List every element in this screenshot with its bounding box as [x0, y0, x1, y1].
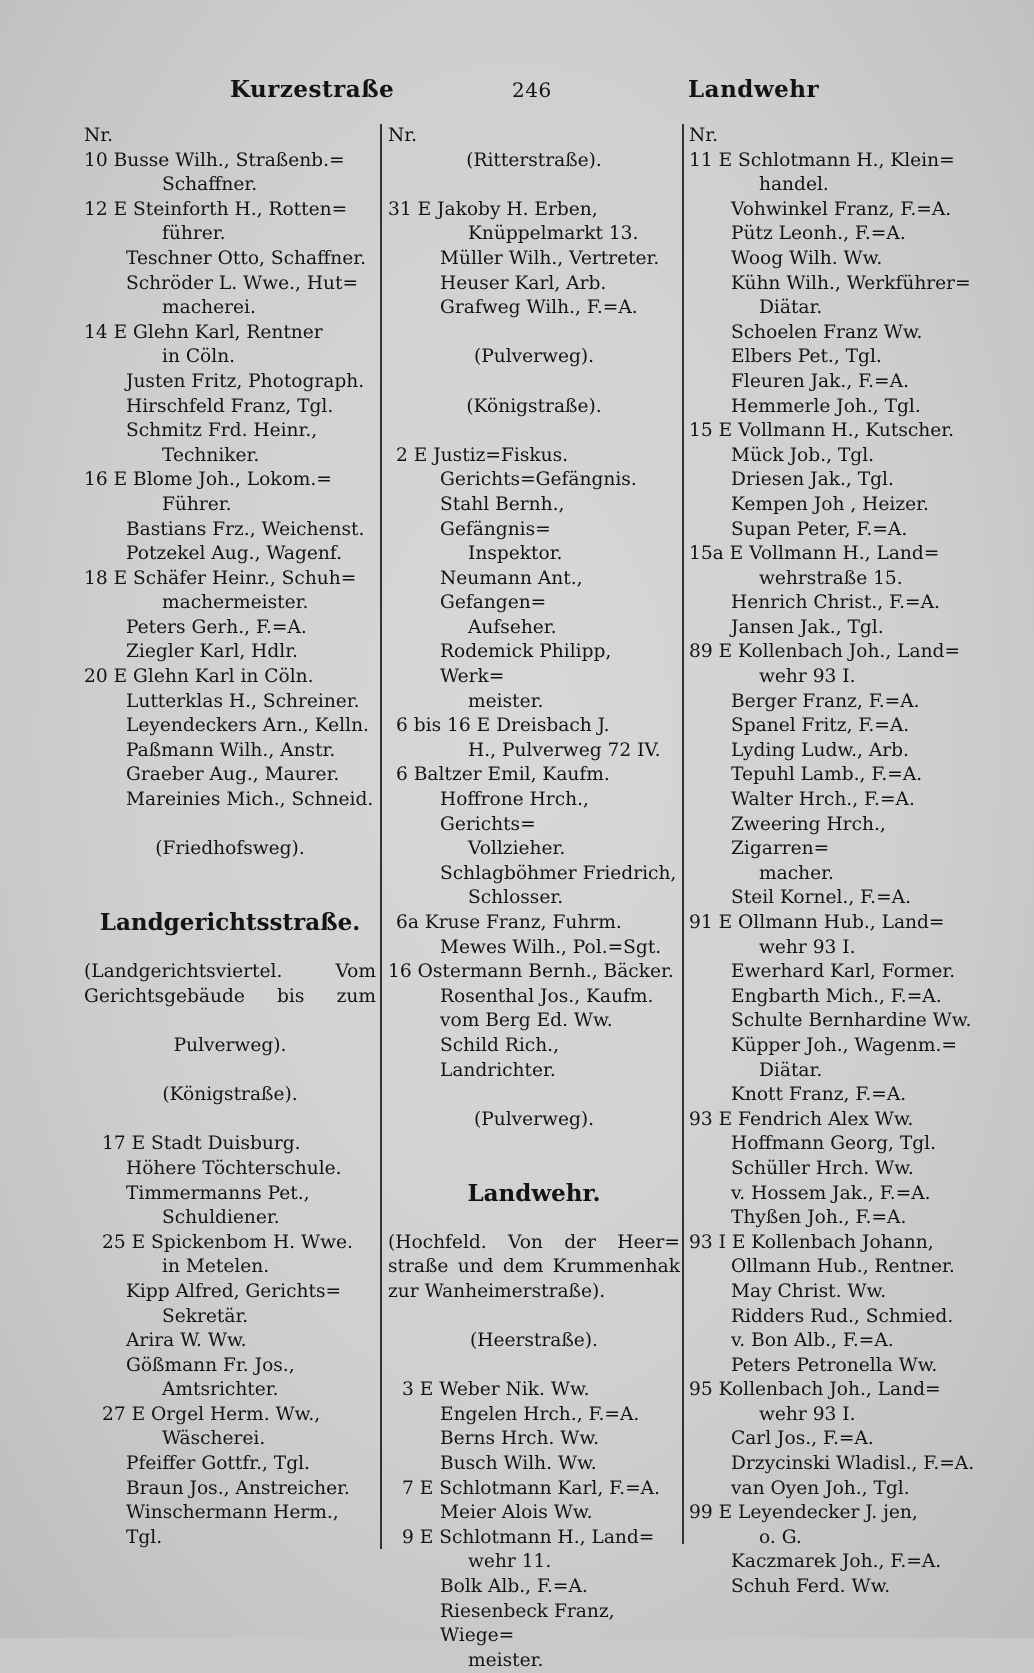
list-item: 31 E Jakoby H. Erben,: [388, 198, 598, 220]
list-item-continuation: meister.: [468, 1649, 544, 1671]
list-item: Paßmann Wilh., Anstr.: [126, 739, 336, 761]
list-item: Busch Wilh. Ww.: [440, 1453, 597, 1475]
nr-label: Nr.: [388, 125, 418, 146]
list-item: Pfeiffer Gottfr., Tgl.: [126, 1453, 310, 1475]
list-item-continuation: Diätar.: [759, 1059, 823, 1081]
list-item: 15 E Vollmann H., Kutscher.: [689, 420, 955, 442]
list-item-continuation: Inspektor.: [468, 543, 563, 565]
list-item: 16 E Blome Joh., Lokom.=: [84, 469, 332, 491]
street-heading: Landwehr.: [467, 1179, 601, 1207]
list-item-continuation: Aufseher.: [468, 616, 557, 638]
cross-street: (Heerstraße).: [470, 1330, 598, 1352]
list-item: Riesenbeck Franz, Wiege=: [440, 1600, 615, 1647]
list-item: Drzycinski Wladisl., F.=A.: [731, 1453, 975, 1475]
list-item: van Oyen Joh., Tgl.: [731, 1477, 910, 1499]
list-item-continuation: in Cöln.: [162, 346, 236, 368]
list-item: Schmitz Frd. Heinr.,: [126, 420, 318, 442]
list-item: Potzekel Aug., Wagenf.: [126, 543, 342, 565]
list-item: Hoffmann Georg, Tgl.: [731, 1133, 937, 1155]
list-item: Pütz Leonh., F.=A.: [731, 223, 906, 245]
list-item: Braun Jos., Anstreicher.: [126, 1477, 350, 1499]
street-heading: Landgerichtsstraße.: [99, 909, 361, 936]
list-item: Schoelen Franz Ww.: [731, 321, 923, 343]
list-item: Schüller Hrch. Ww.: [731, 1157, 914, 1179]
list-item: 9 E Schlotmann H., Land=: [402, 1526, 655, 1548]
cross-street: (Pulverweg).: [473, 346, 595, 368]
list-item: Mareinies Mich., Schneid.: [126, 789, 374, 811]
list-item-continuation: führer.: [162, 223, 226, 245]
list-item: Küpper Joh., Wagenm.=: [731, 1034, 958, 1056]
list-item: Rodemick Philipp, Werk=: [440, 641, 612, 688]
list-item: Höhere Töchterschule.: [126, 1157, 342, 1179]
list-item: Neumann Ant., Gefangen=: [440, 567, 583, 614]
list-item: 11 E Schlotmann H., Klein=: [689, 149, 955, 171]
list-item: Justen Fritz, Photograph.: [126, 370, 365, 392]
list-item: Rosenthal Jos., Kaufm.: [440, 985, 654, 1007]
list-item: 93 E Fendrich Alex Ww.: [689, 1108, 914, 1130]
list-item-continuation: Schuldiener.: [162, 1207, 280, 1229]
list-item-continuation: machermeister.: [162, 592, 309, 614]
list-item: Steil Kornel., F.=A.: [731, 887, 911, 909]
list-item: v. Hossem Jak., F.=A.: [731, 1182, 931, 1204]
list-item: Thyßen Joh., F.=A.: [731, 1207, 907, 1229]
list-item: Mück Job., Tgl.: [731, 444, 875, 466]
list-item: Grafweg Wilh., F.=A.: [440, 297, 638, 319]
list-item: Hirschfeld Franz, Tgl.: [126, 395, 334, 417]
list-item: Engelen Hrch., F.=A.: [440, 1403, 640, 1425]
list-item: Woog Wilh. Ww.: [731, 247, 883, 269]
list-item: 27 E Orgel Herm. Ww.,: [102, 1403, 321, 1425]
list-item: Arira W. Ww.: [126, 1330, 247, 1352]
list-item-continuation: o. G.: [759, 1526, 802, 1548]
list-item: 17 E Stadt Duisburg.: [102, 1133, 301, 1155]
list-item: 20 E Glehn Karl in Cöln.: [84, 666, 314, 688]
list-item: Müller Wilh., Vertreter.: [440, 247, 660, 269]
column-divider-1: [380, 124, 382, 1549]
list-item-continuation: macherei.: [162, 297, 256, 319]
street-description: Gerichtsgebäude bis zum: [84, 985, 376, 1007]
list-item: Tepuhl Lamb., F.=A.: [731, 764, 923, 786]
list-item: vom Berg Ed. Ww.: [440, 1010, 613, 1032]
list-item: Carl Jos., F.=A.: [731, 1428, 874, 1450]
list-item-continuation: Sekretär.: [162, 1305, 249, 1327]
header-left-street: Kurzestraße: [230, 76, 395, 103]
list-item: Bastians Frz., Weichenst.: [126, 518, 365, 540]
list-item: Walter Hrch., F.=A.: [731, 789, 915, 811]
list-item: Lutterklas H., Schreiner.: [126, 690, 360, 712]
list-item-continuation: handel.: [759, 174, 829, 196]
list-item-continuation: Schaffner.: [162, 174, 258, 196]
list-item: 93 I E Kollenbach Johann,: [689, 1231, 934, 1253]
list-item-continuation: wehr 93 I.: [759, 666, 856, 688]
list-item: Kempen Joh , Heizer.: [731, 493, 929, 515]
list-item-continuation: in Metelen.: [162, 1256, 270, 1278]
list-item: Fleuren Jak., F.=A.: [731, 370, 909, 392]
list-item: 25 E Spickenbom H. Wwe.: [102, 1231, 353, 1253]
list-item: Bolk Alb., F.=A.: [440, 1576, 588, 1598]
list-item: Spanel Fritz, F.=A.: [731, 715, 910, 737]
nr-label: Nr.: [689, 125, 719, 146]
street-description: (Landgerichtsviertel. Vom: [84, 961, 376, 983]
list-item: Ziegler Karl, Hdlr.: [126, 641, 298, 663]
list-item: 3 E Weber Nik. Ww.: [402, 1379, 590, 1401]
list-item: Jansen Jak., Tgl.: [731, 616, 884, 638]
list-item: Stahl Bernh., Gefängnis=: [440, 493, 565, 540]
list-item-continuation: Diätar.: [759, 297, 823, 319]
list-item: 6a Kruse Franz, Fuhrm.: [396, 912, 622, 933]
list-item: 7 E Schlotmann Karl, F.=A.: [402, 1477, 661, 1499]
list-item: Ewerhard Karl, Former.: [731, 961, 956, 983]
list-item: Kipp Alfred, Gerichts=: [126, 1280, 342, 1302]
header-right-street: Landwehr: [688, 76, 820, 103]
list-item: Leyendeckers Arn., Kelln.: [126, 715, 369, 737]
list-item: Engbarth Mich., F.=A.: [731, 985, 942, 1007]
list-item-continuation: wehr 93 I.: [759, 1403, 856, 1425]
list-item-continuation: meister.: [468, 690, 544, 712]
list-item: 18 E Schäfer Heinr., Schuh=: [84, 567, 357, 589]
list-item: Driesen Jak., Tgl.: [731, 469, 894, 491]
list-item: Meier Alois Ww.: [440, 1502, 593, 1524]
list-item: 10 Busse Wilh., Straßenb.=: [84, 149, 345, 171]
nr-label: Nr.: [84, 125, 114, 146]
list-item: 6 Baltzer Emil, Kaufm.: [396, 764, 610, 786]
list-item: Kaczmarek Joh., F.=A.: [731, 1551, 942, 1573]
list-item: Knott Franz, F.=A.: [731, 1084, 907, 1106]
list-item-continuation: H., Pulverweg 72 IV.: [468, 739, 661, 761]
list-item: 2 E Justiz=Fiskus.: [396, 444, 569, 466]
list-item: Graeber Aug., Maurer.: [126, 764, 340, 786]
cross-street: (Friedhofsweg).: [155, 838, 305, 860]
list-item: Lyding Ludw., Arb.: [731, 739, 909, 761]
list-item: Kühn Wilh., Werkführer=: [731, 272, 971, 294]
list-item-continuation: Amtsrichter.: [162, 1379, 279, 1401]
list-item: Timmermanns Pet.,: [126, 1182, 310, 1204]
list-item-continuation: Führer.: [162, 493, 232, 515]
list-item: Schröder L. Wwe., Hut=: [126, 272, 359, 294]
list-item: Hemmerle Joh., Tgl.: [731, 395, 921, 417]
list-item: Ridders Rud., Schmied.: [731, 1305, 954, 1327]
list-item: 6 bis 16 E Dreisbach J.: [396, 715, 610, 737]
list-item: 12 E Steinforth H., Rotten=: [84, 198, 348, 220]
page-number: 246: [512, 78, 552, 102]
list-item: Schulte Bernhardine Ww.: [731, 1010, 972, 1032]
list-item-continuation: wehrstraße 15.: [759, 567, 903, 589]
column-3: [689, 124, 989, 1600]
list-item-continuation: Knüppelmarkt 13.: [468, 223, 639, 245]
list-item-continuation: macher.: [759, 862, 834, 884]
cross-street: (Pulverweg).: [473, 1108, 595, 1130]
cross-street: (Königstraße).: [162, 1084, 298, 1106]
list-item: 15a E Vollmann H., Land=: [689, 543, 940, 565]
list-item: Heuser Karl, Arb.: [440, 272, 607, 294]
list-item: Mewes Wilh., Pol.=Sgt.: [440, 936, 662, 958]
list-item-continuation: Wäscherei.: [162, 1428, 266, 1450]
list-item: Peters Gerh., F.=A.: [126, 616, 307, 638]
cross-street: (Ritterstraße).: [466, 149, 602, 171]
list-item: 95 Kollenbach Joh., Land=: [689, 1379, 941, 1401]
column-divider-2: [682, 124, 684, 1544]
list-item-continuation: Ollmann Hub., Rentner.: [731, 1256, 955, 1278]
list-item: Peters Petronella Ww.: [731, 1354, 938, 1376]
list-item: Winschermann Herm., Tgl.: [126, 1502, 339, 1548]
column-1: [84, 124, 376, 1550]
list-item: Henrich Christ., F.=A.: [731, 592, 940, 614]
street-description: straße und dem Krummenhak: [388, 1256, 680, 1278]
street-description: zur Wanheimerstraße).: [388, 1280, 606, 1302]
list-item: Schild Rich., Landrichter.: [440, 1034, 559, 1081]
list-item: 89 E Kollenbach Joh., Land=: [689, 641, 961, 663]
list-item: v. Bon Alb., F.=A.: [731, 1330, 894, 1352]
list-item-continuation: wehr 11.: [468, 1551, 552, 1573]
list-item: Vohwinkel Franz, F.=A.: [731, 198, 952, 220]
list-item: Gerichts=Gefängnis.: [440, 469, 637, 491]
list-item-continuation: wehr 93 I.: [759, 936, 856, 958]
list-item: 99 E Leyendecker J. jen,: [689, 1502, 918, 1524]
list-item: Hoffrone Hrch., Gerichts=: [440, 789, 589, 835]
list-item: Supan Peter, F.=A.: [731, 518, 908, 540]
list-item: Zweering Hrch., Zigarren=: [731, 813, 886, 860]
list-item: Gößmann Fr. Jos.,: [126, 1354, 295, 1376]
column-2: [388, 124, 680, 1673]
list-item-continuation: Vollzieher.: [468, 838, 566, 860]
street-description: Pulverweg).: [173, 1034, 287, 1056]
list-item-continuation: Schlosser.: [468, 887, 564, 909]
list-item: 16 Ostermann Bernh., Bäcker.: [388, 961, 674, 983]
cross-street: (Königstraße).: [466, 395, 602, 417]
list-item: Berns Hrch. Ww.: [440, 1428, 600, 1450]
street-description: (Hochfeld. Von der Heer=: [388, 1231, 680, 1253]
list-item: 14 E Glehn Karl, Rentner: [84, 321, 323, 343]
list-item: 91 E Ollmann Hub., Land=: [689, 912, 945, 933]
list-item: Schlagböhmer Friedrich,: [440, 862, 677, 884]
list-item: Schuh Ferd. Ww.: [731, 1576, 891, 1598]
list-item: Berger Franz, F.=A.: [731, 690, 920, 712]
list-item-continuation: Techniker.: [162, 444, 260, 466]
list-item: May Christ. Ww.: [731, 1280, 887, 1302]
list-item: Elbers Pet., Tgl.: [731, 346, 882, 368]
list-item: Teschner Otto, Schaffner.: [126, 247, 367, 269]
